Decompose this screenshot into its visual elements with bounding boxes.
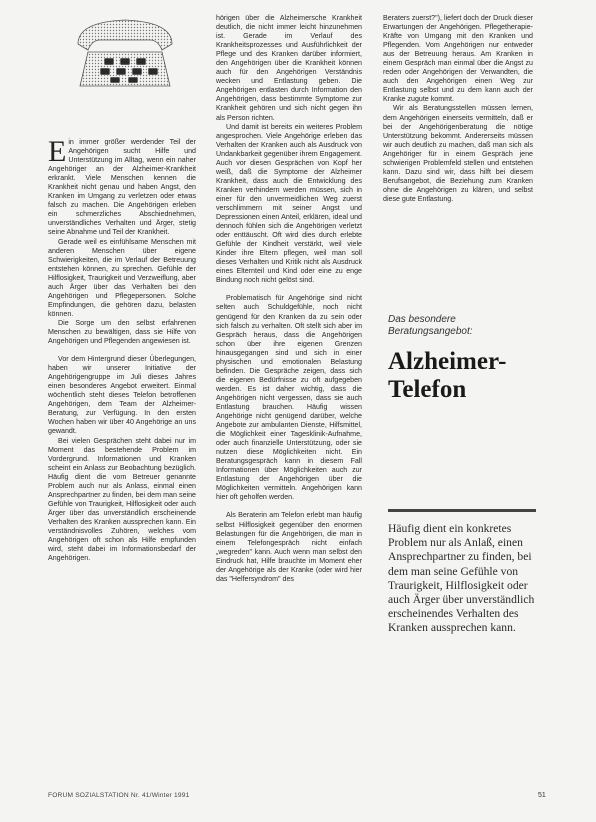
paragraph: Vor dem Hintergrund dieser Überlegungen, haben wir unserer Initiative der Angehörigengruppe im Juli dieses Jahres einen besonderes Angebot erweitert. Einmal wöchentlich steht dieses Telefon betroffenen Angehörigen, dem Team der Alzheimer-Beratung, zur Verfügung. In den ersten Wochen haben wir über 40 Angehörige an uns gewandt. bbox=[48, 355, 196, 436]
paragraph: Die Sorge um den selbst erfahrenen Menschen zu bewältigen, dass sie Hilfe von Angehörigen und Pflegenden angewiesen ist. bbox=[48, 318, 196, 346]
drop-cap: E bbox=[48, 135, 67, 168]
article-column-2 bbox=[216, 14, 362, 584]
telephone-icon bbox=[70, 14, 180, 92]
paragraph: Beraters zuerst?"), liefert doch der Druck dieser Erwartungen der Angehörigen. Pflegetherapie-Kräfte von Umgang mit den Kranken und Pflegenden. Vom Angehörigen nur entweder aus der Betreuung heraus. Am Kranken in einem Gespräch man einmal über die Angst zu reden oder Angehörigen der Verwandten, die auch den Angehörigen einen Weg zur Entlastung selbst und zu dem kann auch der Kranke zugute kommt. bbox=[383, 14, 533, 104]
box-headline: Alzheimer-Telefon bbox=[388, 348, 507, 403]
paragraph: Und damit ist bereits ein weiteres Problem angesprochen. Viele Angehörige erleben das Verhalten der Kranken auch als Ausdruck von Undankbarkeit gegenüber ihrem Engagement. Auch vor diesen Gesprächen von Kopf her weiß, daß die Symptome der Alzheimer Krankheit, dass auch die Entwicklung des Kranken verhindern werden müssen, sich in einer für den unvermeidlichen Weg zuerst verschlimmern mit seiner Angst und Depressionen einen Anteil, erklären, ideal und dennoch fühlen sich die Angehörigen verletzt oder enttäuscht. Oft wird dies durch erlebte Gefühle der Kindheit verstärkt, weil viele Kinder ihre Eltern pflegen, weil man soll dieses Verhalten und Kritik nicht als Ausdruck eines Elternteil und Kind oder eine zu enge Bindung noch nicht gelöst sind. bbox=[216, 122, 362, 285]
paragraph: Bei vielen Gesprächen steht dabei nur im Moment das bestehende Problem im Vordergrund. Informationen und Kranken scheint ein Anlass zur Beobachtung bezüglich. Häufig dient die vom Betreuer genannte Problem auch nur als Anlass, einmal einen Ansprechpartner zu finden, bei dem man seine Gefühle von Traurigkeit, Hilflosigkeit oder auch Ärger über das unverständlich erscheinende Verhalten des Kranken aussprechen kann. Ein verständnisvolles Zuhören, welches vom Angehörigen oft schon als Hilfe empfunden wird, steht dabei im Informationsbedarf der Angehörigen. bbox=[48, 436, 196, 563]
paragraph: hörigen über die Alzheimersche Krankheit deutlich, die nicht immer leicht hinzunehmen ist. Gerade im Verlauf des Krankheitsprozesses und Ausführlichkeit der Pflege und des Kranken darüber informiert, den Angehörigen über die Krankheit können auch für den Angehörigen Verständnis wecken und Entlastung geben. Die Angehörigen entlasten durch Information den Angehörigen, dass bestimmte Symptome zur Krankheit gehören und sich nicht gegen ihn als Person richten. bbox=[216, 14, 362, 122]
page-number: 51 bbox=[538, 792, 546, 799]
paragraph: Ein immer größer werdender Teil der Angehörigen sucht Hilfe und Unterstützung im Alltag, wenn ein naher Angehöriger an der Alzheimer-Krankheit erkrankt. Viele Menschen kennen die Krankheit nicht genau und haben Angst, den Kranken im Umgang zu verletzen oder etwas falsch zu machen. Die Angehörigen erleben ein schmerzliches Abschiednehmen, unverständliches Verhalten und Ärger, stetig seine Abnahme und Teil der Krankheit. bbox=[48, 135, 196, 237]
article-column-3 bbox=[383, 14, 533, 204]
paragraph: Als Beraterin am Telefon erlebt man häufig selbst Hilflosigkeit gegenüber den enormen Belastungen für die Angehörigen, die man in einem Telefongespräch nicht einfach „wegreden" kann. Auch wenn man selbst den Eindruck hat, Hilfe brauchte im Moment eher der Angehörige als der Kranke (oder wird hier das "Helfersyndrom" des bbox=[216, 511, 362, 583]
article-column-1 bbox=[48, 135, 196, 563]
box-kicker: Das besondere Beratungsangebot: bbox=[388, 314, 473, 337]
pull-quote: Häufig dient ein konkretes Problem nur als Anlaß, einen Ansprechpartner zu finden, bei dem man seine Gefühle von Traurigkeit, Hilflosigkeit oder auch Ärger über unverständlich erscheinendes Verhalten des Kranken aussprechen kann. bbox=[388, 522, 535, 635]
paragraph: Wir als Beratungsstellen müssen lernen, dem Angehörigen einerseits vermitteln, daß er bei der Angehörigenberatung die nötige Unterstützung bekommt. Andererseits müssen wir auch deutlich zu machen, daß man sich als Angehöriger für in einem Gespräch jene schwierigen Problemfeld stellen und entstehen kann. Dazu sind wir, dass hilft bei diesem Berufsangebot, die Beziehung zum Kranken ohne die Angehörigen zu klären, und selbst diese gute Entlastung. bbox=[383, 104, 533, 203]
footer-publication: FORUM SOZIALSTATION Nr. 41/Winter 1991 bbox=[48, 792, 190, 799]
paragraph: Problematisch für Angehörige sind nicht selten auch Schuldgefühle, noch nicht genügend für den Kranken da zu sein oder sich falsch zu verhalten. Oft stellt sich aber im Gespräch heraus, dass die Angehörigen schon über ihre eigenen Grenzen hinausgegangen sind und sich in einer physischen und emotionalen Belastung befinden. Die Gespräche zeigen, dass sich die eigenen Bedürfnisse zu oft aufgegeben werden. Es ist daher wichtig, dass die Angehörigen nicht vergessen, dass sie auch Entlastung brauchen. Häufig wissen Angehörige nicht genügend darüber, welche Angebote zur ambulanten Dienste, Hilfsmittel, die Möglichkeit einer Tagesklinik-Aufnahme, oder auch finanzielle Unterstützung, oder sie nutzen diese Möglichkeiten nicht. Ein Beratungsgespräch kann in diesem Fall Informationen über Möglichkeiten auch zur Entlastung der Angehörigen über die Möglichkeiten vermitteln. Angehörigen kann hier oft geholfen werden. bbox=[216, 294, 362, 502]
paragraph: Gerade weil es einfühlsame Menschen mit anderen Menschen über eigene Schwierigkeiten, die im Verlauf der Betreuung entstehen können, zu sprechen. Gefühle der Hilflosigkeit, Traurigkeit und Verzweiflung, aber auch Ärger über das Verhalten bei den Angehörigen und Pflegepersonen. Solche Empfindungen, die gehören dazu, belasten können. bbox=[48, 237, 196, 318]
divider bbox=[388, 509, 536, 512]
